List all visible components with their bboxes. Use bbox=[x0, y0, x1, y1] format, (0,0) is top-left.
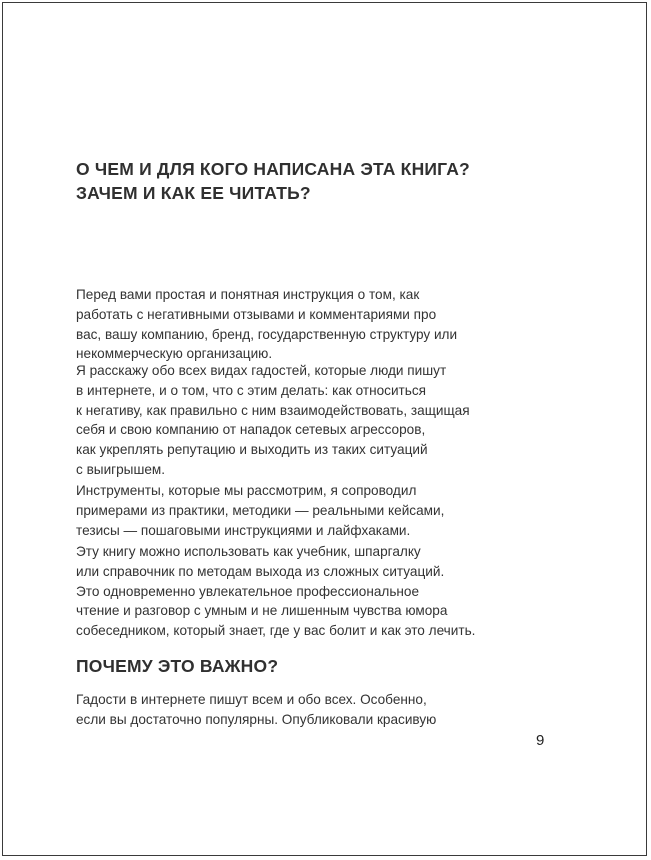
section-heading-intro bbox=[76, 157, 546, 205]
text-line: Эту книгу можно использовать как учебник, шпаргалку bbox=[76, 544, 421, 559]
text-line: собеседником, который знает, где у вас болит и как это лечить. bbox=[76, 623, 476, 639]
text-line: в интернете, и о том, что с этим делать: как относиться bbox=[76, 382, 427, 398]
paragraph-1 bbox=[76, 285, 546, 364]
text-line: Инструменты, которые мы рассмотрим, я сопроводил bbox=[76, 483, 417, 498]
text-line: если вы достаточно популярны. Опубликовали красивую bbox=[76, 711, 437, 727]
text-line: Это одновременно увлекательное профессиональное bbox=[76, 583, 420, 599]
text-line: Я расскажу обо всех видах гадостей, которые люди пишут bbox=[76, 363, 447, 378]
heading-line: О ЧЕМ И ДЛЯ КОГО НАПИСАНА ЭТА КНИГА? bbox=[76, 159, 470, 179]
page-number: 9 bbox=[536, 732, 545, 749]
text-line: примерами из практики, методики — реальными кейсами, bbox=[76, 502, 445, 518]
text-line: чтение и разговор с умным и не лишенным чувства юмора bbox=[76, 603, 448, 619]
paragraph-4 bbox=[76, 542, 546, 641]
section-heading-why: ПОЧЕМУ ЭТО ВАЖНО? bbox=[76, 656, 279, 676]
text-line: Перед вами простая и понятная инструкция о том, как bbox=[76, 287, 420, 302]
text-line: как укреплять репутацию и выходить из таких ситуаций bbox=[76, 442, 428, 458]
text-line: работать с негативными отзывами и комментариями про bbox=[76, 306, 437, 322]
text-line: Гадости в интернете пишут всем и обо всех. Особенно, bbox=[76, 692, 427, 707]
heading-line: ЗАЧЕМ И КАК ЕЕ ЧИТАТЬ? bbox=[76, 183, 311, 203]
text-line: вас, вашу компанию, бренд, государственную структуру или bbox=[76, 326, 458, 342]
text-line: или справочник по методам выхода из сложных ситуаций. bbox=[76, 563, 445, 579]
text-line: к негативу, как правильно с ним взаимодействовать, защищая bbox=[76, 402, 470, 418]
text-line: тезисы — пошаговыми инструкциями и лайфхаками. bbox=[76, 522, 411, 538]
text-line: некоммерческую организацию. bbox=[76, 346, 273, 362]
paragraph-2 bbox=[76, 361, 546, 480]
paragraph-5 bbox=[76, 690, 546, 730]
text-line: с выигрышем. bbox=[76, 461, 166, 477]
text-line: себя и свою компанию от нападок сетевых агрессоров, bbox=[76, 422, 426, 438]
paragraph-3 bbox=[76, 481, 546, 540]
